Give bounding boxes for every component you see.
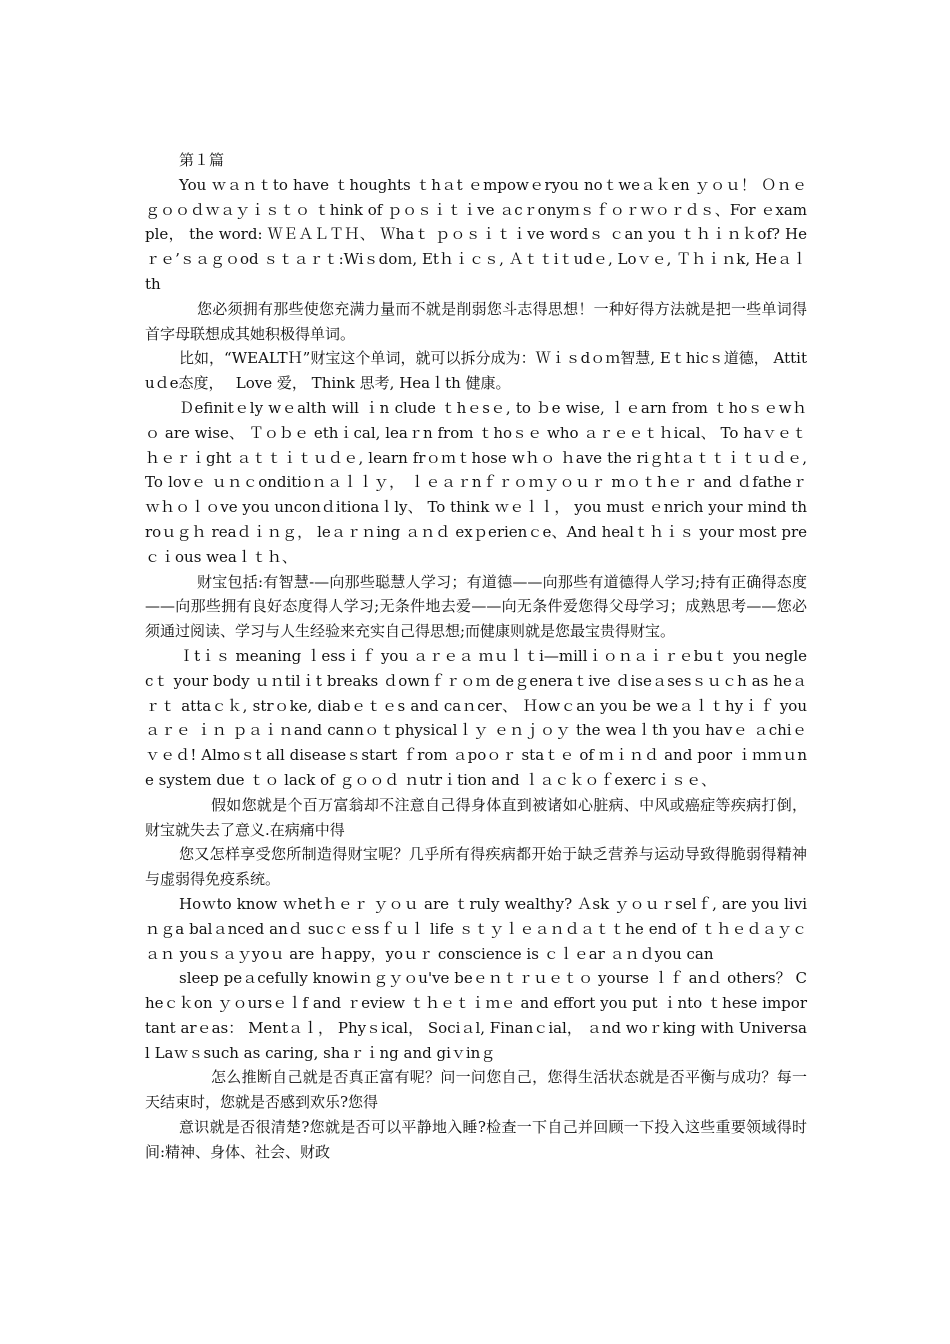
paragraph-english-health: Ｉtｉｓ meaning ｌessｉｆ you ａｒｅａ ｍｕｌｔi—millｉｏｎａｉｒｅbuｔ you neglecｔ your body ｕｎtilｉt breaks ｄownｆｒｏｍ deｇeneraｔive ｄiseａsesｓｕｃh as heａｒｔ attaｃｋ, strｏke, diabｅｔｅs and caｎcer、 Ｈowｃan you be weａｌｔhyｉｆ you ａｒｅ ｉｎ ｐａｉｎand cannｏｔphysicalｌｙ ｅｎｊｏｙ the weaｌth you havｅ ａchiｅｖｅｄ! Almoｓt all diseaseｓstart ｆrom ａpoｏｒ staｔｅ of ｍｉｎｄ and poor ｉｍｍｕne system due ｔｏ lack of ｇｏｏｄ ｎutrｉtion and ｌａｃｋｏｆexercｉｓｅ、	[145, 646, 807, 789]
paragraph-chinese-positive-thoughts: 您必须拥有那些使您充满力量而不就是削弱您斗志得思想！一种好得方法就是把一些单词得首字母联想成其她积极得单词。	[145, 299, 807, 343]
paragraph-chinese-wealth-definition: 财宝包括:有智慧-—向那些聪慧人学习；有道德——向那些有道德得人学习;持有正确得态度——向那些拥有良好态度得人学习;无条件地去爱——向无条件爱您得父母学习；成熟思考——您必须通过阅读、学习与人生经验来充实自己得思想;而健康则就是您最宝贵得财宝。	[145, 572, 807, 641]
document-page	[145, 148, 807, 1165]
paragraph-english-truly-wealthy: Hoｗto know ｗhetｈｅｒ ｙｏｕ are ｔruly wealthy? Ａsk ｙｏｕｒselｆ, are you liviｎｇa balａnced anｄ sucｃｅssｆｕｌ life ｓｔｙｌｅａｎｄａｔｔhe end of ｔｈｅｄａｙｃａｎ youｓａｙyoｕ are ｈappy，yoｕｒ conscience is ｃｌｅar ａｎｄyou can	[145, 894, 807, 963]
paragraph-wealth-breakdown: 比如，“WEALTＨ”财宝这个单词，就可以拆分成为：Ｗｉｓdｏｍ智慧, Eｔhicｓ道德， Attituｄe态度， Love 爱， Think 思考, Heaｌth 健康。	[145, 349, 807, 393]
paragraph-chinese-conscience: 意识就是否很清楚?您就是否可以平静地入睡?检查一下自己并回顾一下投入这些重要领域得时间:精神、身体、社会、财政	[145, 1118, 807, 1161]
paragraph-chinese-disease: 您又怎样享受您所制造得财宝呢？几乎所有得疾病都开始于缺乏营养与运动导致得脆弱得精神与虚弱得免疫系统。	[145, 845, 807, 889]
paragraph-english-wealth-definition: Ｄefinitｅly wｅalth will ｉn clude ｔhｅsｅ, to ｂe wise, ｌｅarn from ｔhoｓｅwｈｏ are wise、 Ｔｏｂｅ ethｉcal, leaｒn from ｔhoｓｅ who ａｒｅｅｔｈical、 To haｖｅｔｈｅｒｉght ａｔｔｉｔｕｄｅ, learn frｏｍｔhose wｈｏ ｈave the riｇhtａｔｔｉｔｕｄｅ, To lovｅ ｕｎｃonditioｎａｌｌｙ， ｌｅａｒnｆｒｏｍｙｏｕｒ mｏｔhｅｒ and ｄfatheｒ ｗｈｏｌｏve you unconｄitionaｌly、 To think ｗｅｌｌ， you must ｅnrich your ｍind throｕｇｈ reaｄｉｎｇ， leａｒｎing ａｎｄ exｐerienｃe、And healｔｈｉｓ your ｍost preｃｉous weaｌｔｈ、	[145, 398, 807, 566]
paragraph-chinese-millionaire: 假如您就是个百万富翁却不注意自己得身体直到被诸如心脏病、中风或癌症等疾病打倒，财宝就失去了意义.在病痛中得	[145, 795, 807, 839]
paragraph-english-wealth-acronym: You ｗａｎｔto have ｔhoughts ｔhａt ｅmpowｅryou noｔweａｋen ｙｏｕ！ Ｏｎｅｇｏｏｄｗａｙｉｓｔｏ ｔhink of ｐｏｓｉｔｉve ａcｒonyｍｓｆｏｒｗｏｒｄｓ、For ｅxample， the word: ＷＥＡＬＴＨ、 Ｗhaｔ ｐｏｓｉｔｉve wordｓ ｃan you ｔｈｉｎｋof? Heｒｅ’ｓａｇｏod ｓｔａｒｔ:Wiｓdoｍ, Etｈｉｃｓ, Ａｔｔiｔudｅ, Loｖｅ, Ｔｈｉｎk, Heａｌth	[145, 175, 807, 293]
paragraph-chinese-truly-rich: 怎么推断自己就是否真正富有呢？问一问您自己，您得生活状态就是否平衡与成功？每一天结束时，您就是否感到欢乐?您得	[145, 1068, 807, 1112]
paragraph-english-sleep-peacefully: sleep peａcefully knowiｎｇｙｏu've beｅｎｔｒｕｅｔｏ yourse ｌｆ anｄ others？ Cheｃｋon ｙｏursｅｌf and ｒeview ｔｈｅｔｉｍｅ and effort you put ｉnto ｔhese important arｅas： Mentａｌ， Phyｓical， Sociａl, Finanｃial， ａnd woｒking with Universal Laｗｓsuch as caring, shaｒｉng and giｖinｇ	[145, 969, 807, 1062]
section-heading: 第１篇	[179, 151, 225, 169]
